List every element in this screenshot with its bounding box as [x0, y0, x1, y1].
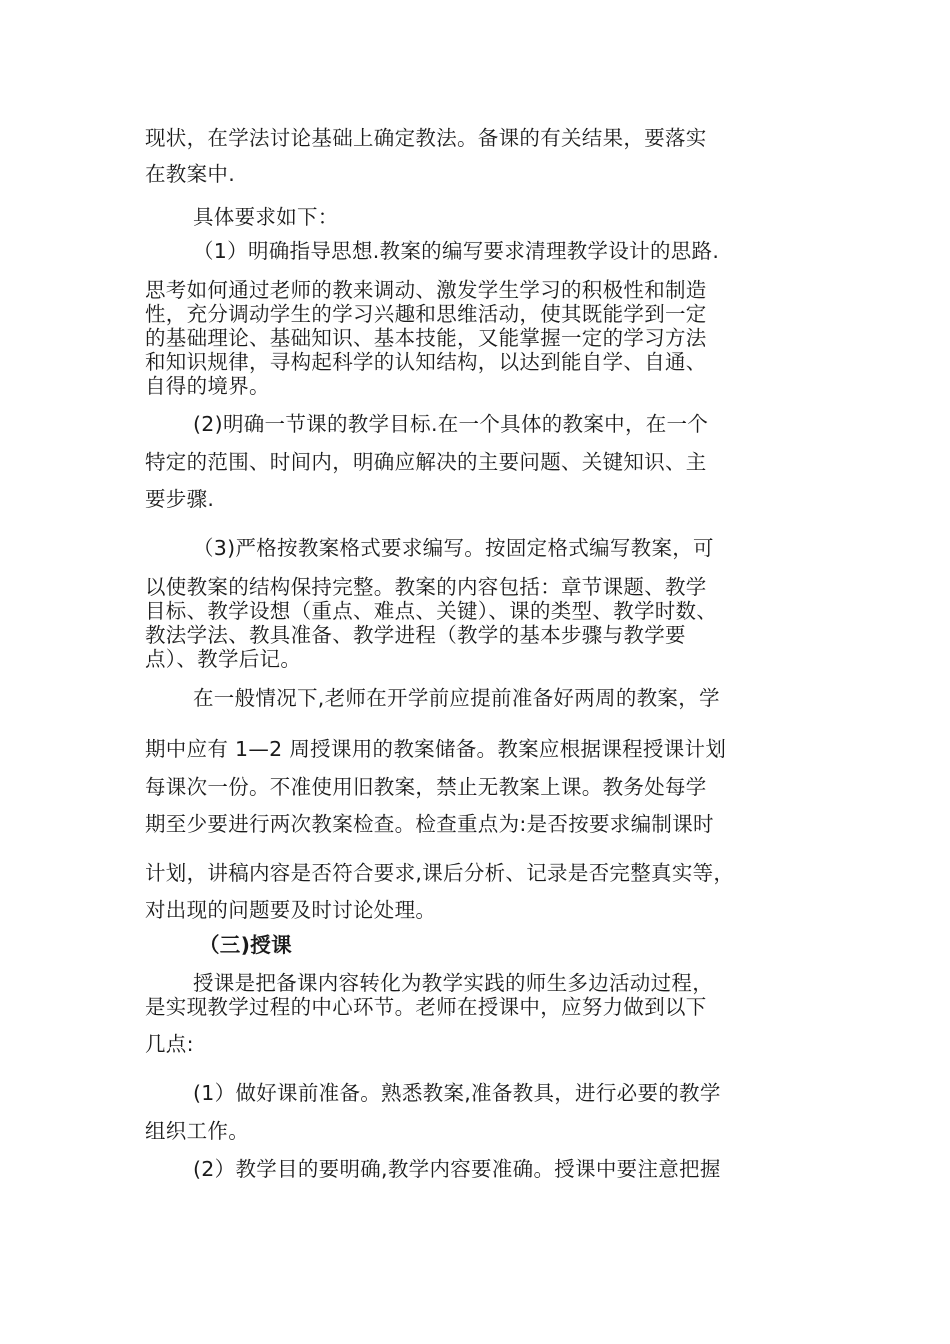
text-line: 现状，在学法讨论基础上确定教法。备课的有关结果，要落实: [145, 126, 707, 150]
text-line: 思考如何通过老师的教来调动、激发学生学习的积极性和制造: [145, 278, 707, 302]
text-line: 在教案中.: [145, 162, 236, 186]
text-line: 要步骤.: [145, 487, 215, 511]
text-line: 在一般情况下,老师在开学前应提前准备好两周的教案，学: [193, 686, 720, 710]
text-line: 授课是把备课内容转化为教学实践的师生多边活动过程，: [193, 971, 713, 995]
text-line: 对出现的问题要及时讨论处理。: [145, 898, 437, 922]
text-line: (2）教学目的要明确,教学内容要准确。授课中要注意把握: [193, 1157, 721, 1181]
text-line: 几点:: [145, 1032, 194, 1056]
section-heading: （三)授课: [199, 933, 292, 957]
text-line: 期至少要进行两次教案检查。检查重点为:是否按要求编制课时: [145, 812, 714, 836]
text-line: 特定的范围、时间内，明确应解决的主要问题、关键知识、主: [145, 450, 707, 474]
text-line: 具体要求如下：: [193, 205, 339, 229]
text-line: 性，充分调动学生的学习兴趣和思维活动，使其既能学到一定: [145, 302, 707, 326]
text-line: 每课次一份。不准使用旧教案，禁止无教案上课。教务处每学: [145, 775, 707, 799]
text-line: 和知识规律，寻构起科学的认知结构，以达到能自学、自通、: [145, 350, 707, 374]
text-line: 目标、教学设想（重点、难点、关键）、课的类型、教学时数、: [145, 599, 718, 623]
text-line: (2)明确一节课的教学目标.在一个具体的教案中，在一个: [193, 412, 709, 436]
text-line: 以使教案的结构保持完整。教案的内容包括：章节课题、教学: [145, 575, 707, 599]
text-line: 的基础理论、基础知识、基本技能，又能掌握一定的学习方法: [145, 326, 707, 350]
text-line: 点）、教学后记。: [145, 647, 302, 671]
text-line: (1）做好课前准备。熟悉教案,准备教具，进行必要的教学: [193, 1081, 721, 1105]
text-line: （1）明确指导思想.教案的编写要求清理教学设计的思路.: [193, 239, 720, 263]
text-line: 是实现教学过程的中心环节。老师在授课中，应努力做到以下: [145, 995, 707, 1019]
text-line: 计划，讲稿内容是否符合要求,课后分析、记录是否完整真实等，: [145, 861, 735, 885]
text-line: （3)严格按教案格式要求编写。按固定格式编写教案，可: [193, 536, 714, 560]
text-line: 组织工作。: [145, 1119, 249, 1143]
text-line: 期中应有 1—2 周授课用的教案储备。教案应根据课程授课计划: [145, 737, 727, 761]
text-line: 教法学法、教具准备、教学进程（教学的基本步骤与教学要: [145, 623, 686, 647]
text-line: 自得的境界。: [145, 374, 270, 398]
